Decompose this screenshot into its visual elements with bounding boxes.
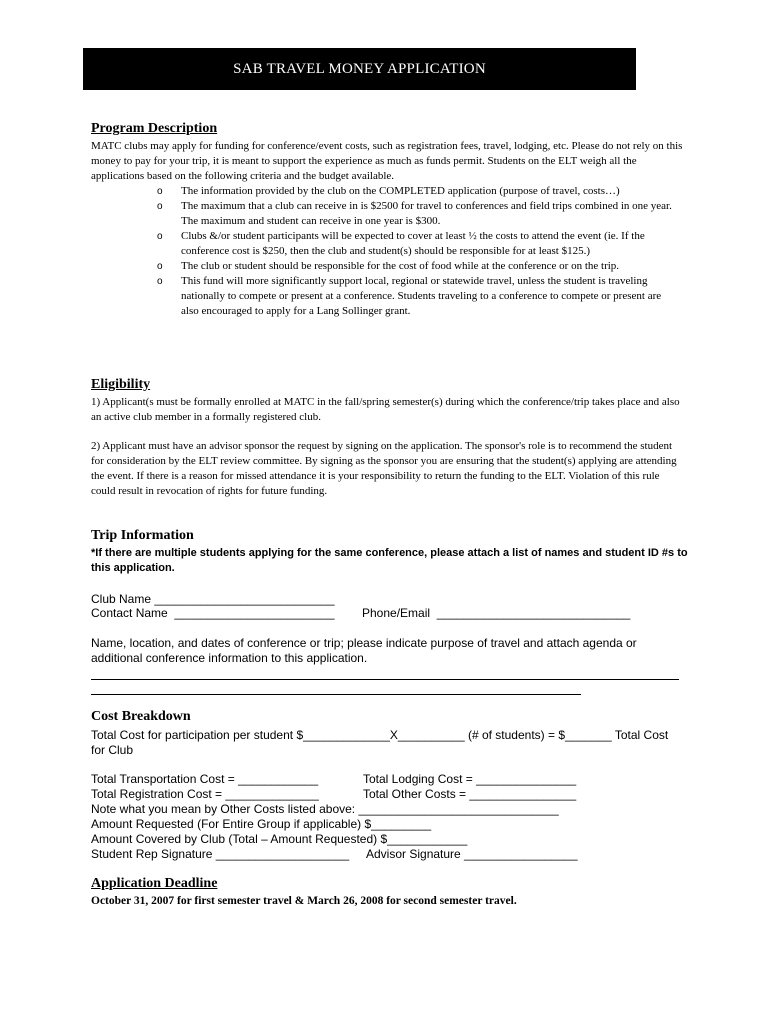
eligibility-item-1 xyxy=(91,395,683,425)
total-participation-field[interactable]: Total Cost for participation per student $_____________X__________ (# of students) = $_______ Total Cost for Club xyxy=(91,728,669,757)
criteria-text: The maximum that a club can receive in is $2500 for travel to conferences and field trips combined in one year. The maximum and student can receive in one year is $300. xyxy=(181,200,672,227)
program-intro-text: MATC clubs may apply for funding for conference/event costs, such as registration fees, travel, lodging, etc. Please do not rely on this money to pay for your trip, it is meant to support the experience as much as funds permit. Students on the ELT weigh all the applications based on the following criteria and the budget available. xyxy=(91,140,683,182)
criteria-text: Clubs &/or student participants will be expected to cover at least ½ the costs to attend the event (ie. If the conference cost is $250, then the club and student(s) should be responsible for at least $125.) xyxy=(181,230,645,257)
criteria-item xyxy=(155,259,675,274)
criteria-item xyxy=(155,199,675,229)
eligibility-text: 1) Applicant(s must be formally enrolled at MATC in the fall/spring semester(s) during which the conference/trip takes place and also an active club member in a formally registered club. xyxy=(91,396,680,423)
cost-breakdown-heading: Cost Breakdown xyxy=(91,709,191,724)
program-description-heading: Program Description xyxy=(91,121,218,136)
title-banner xyxy=(83,48,636,90)
transportation-cost-field[interactable]: Total Transportation Cost = ____________ xyxy=(91,772,319,786)
lodging-cost-field[interactable]: Total Lodging Cost = _______________ xyxy=(363,772,577,786)
document-title: SAB TRAVEL MONEY APPLICATION xyxy=(233,60,486,77)
bullet-marker: o xyxy=(157,231,163,242)
eligibility-item-2 xyxy=(91,439,683,499)
conference-details-prompt: Name, location, and dates of conference or trip; please indicate purpose of travel and attach agenda or additional conference information to this application. xyxy=(91,636,637,665)
bullet-marker: o xyxy=(157,276,163,287)
bullet-marker: o xyxy=(157,186,163,197)
bullet-marker: o xyxy=(157,201,163,212)
trip-information-heading: Trip Information xyxy=(91,528,194,543)
club-name-field[interactable]: Club Name ___________________________ xyxy=(91,592,335,606)
bullet-marker: o xyxy=(157,261,163,272)
program-description-intro xyxy=(91,139,683,184)
deadline-dates: October 31, 2007 for first semester travel & March 26, 2008 for second semester travel. xyxy=(91,895,517,907)
advisor-signature-field[interactable]: Advisor Signature _________________ xyxy=(366,847,578,861)
registration-cost-field[interactable]: Total Registration Cost = ______________ xyxy=(91,787,319,801)
other-costs-note-field[interactable]: Note what you mean by Other Costs listed above: ______________________________ xyxy=(91,802,559,816)
phone-email-field[interactable]: Phone/Email _____________________________ xyxy=(362,606,631,620)
eligibility-text: 2) Applicant must have an advisor sponsor the request by signing on the application. The sponsor's role is to recommend the student for consideration by the ELT review committee. By signing as the sponsor you are ensuring that the student(s) applying are attending the event. If there is a reason for missed attendance it is your responsibility to return the funding to the ELT. Violation of this rule could result in revocation of rights for future funding. xyxy=(91,440,677,497)
criteria-text: This fund will more significantly support local, regional or statewide travel, unless the student is traveling nationally to compete or present at a conference. Students traveling to a conference to compete or present are also encouraged to apply for a Lang Sollinger grant. xyxy=(181,275,662,317)
student-signature-field[interactable]: Student Rep Signature ____________________ xyxy=(91,847,350,861)
conference-details-line[interactable] xyxy=(91,694,581,695)
application-deadline-heading: Application Deadline xyxy=(91,876,218,891)
amount-requested-field[interactable]: Amount Requested (For Entire Group if applicable) $_________ xyxy=(91,817,432,831)
contact-name-field[interactable]: Contact Name ________________________ xyxy=(91,606,335,620)
other-costs-field[interactable]: Total Other Costs = ________________ xyxy=(363,787,577,801)
criteria-text: The club or student should be responsible for the cost of food while at the conference or on the trip. xyxy=(181,260,620,272)
criteria-text: The information provided by the club on the COMPLETED application (purpose of travel, costs…) xyxy=(181,185,620,197)
criteria-item xyxy=(155,184,675,199)
amount-covered-field[interactable]: Amount Covered by Club (Total – Amount Requested) $____________ xyxy=(91,832,468,846)
criteria-list xyxy=(155,184,675,319)
eligibility-heading: Eligibility xyxy=(91,377,151,392)
conference-details-line[interactable] xyxy=(91,679,679,680)
criteria-item xyxy=(155,274,675,319)
trip-multiple-students-note: *If there are multiple students applying for the same conference, please attach a list of names and student ID #s to this application. xyxy=(91,547,688,574)
criteria-item xyxy=(155,229,675,259)
